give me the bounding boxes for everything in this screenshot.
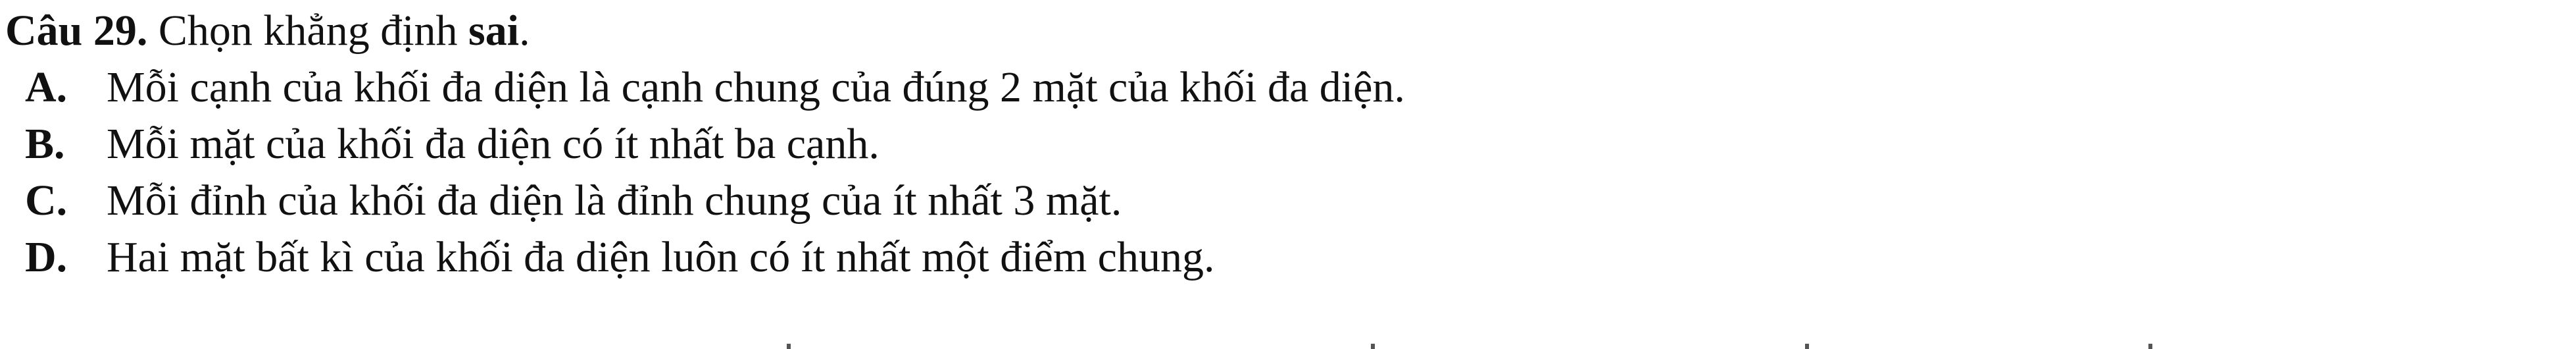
option-c bbox=[5, 173, 2558, 229]
question-prompt: Chọn khẳng định bbox=[158, 7, 458, 55]
cut-mark bbox=[1371, 344, 1375, 349]
question-stem bbox=[5, 3, 2558, 59]
option-d-text: Hai mặt bất kì của khối đa diện luôn có ít nhất một điểm chung. bbox=[107, 233, 1215, 281]
option-c-label: C. bbox=[25, 176, 68, 225]
question-keyword: sai bbox=[468, 7, 520, 55]
cut-mark bbox=[2148, 344, 2152, 349]
option-c-text: Mỗi đỉnh của khối đa diện là đỉnh chung của ít nhất 3 mặt. bbox=[107, 176, 1122, 225]
option-b bbox=[5, 116, 2558, 173]
cut-mark bbox=[1805, 344, 1809, 349]
option-a-text: Mỗi cạnh của khối đa diện là cạnh chung của đúng 2 mặt của khối đa diện. bbox=[107, 63, 1405, 111]
option-a-label: A. bbox=[25, 63, 68, 111]
option-d bbox=[5, 229, 2558, 286]
option-a bbox=[5, 59, 2558, 116]
option-b-text: Mỗi mặt của khối đa diện có ít nhất ba cạnh. bbox=[107, 120, 879, 168]
option-b-label: B. bbox=[25, 120, 65, 168]
question-block bbox=[5, 3, 2558, 286]
next-line-cut-marks bbox=[0, 342, 2576, 349]
option-d-label: D. bbox=[25, 233, 68, 281]
cut-mark bbox=[787, 344, 791, 349]
question-period: . bbox=[519, 7, 530, 55]
question-number: Câu 29. bbox=[5, 7, 148, 55]
